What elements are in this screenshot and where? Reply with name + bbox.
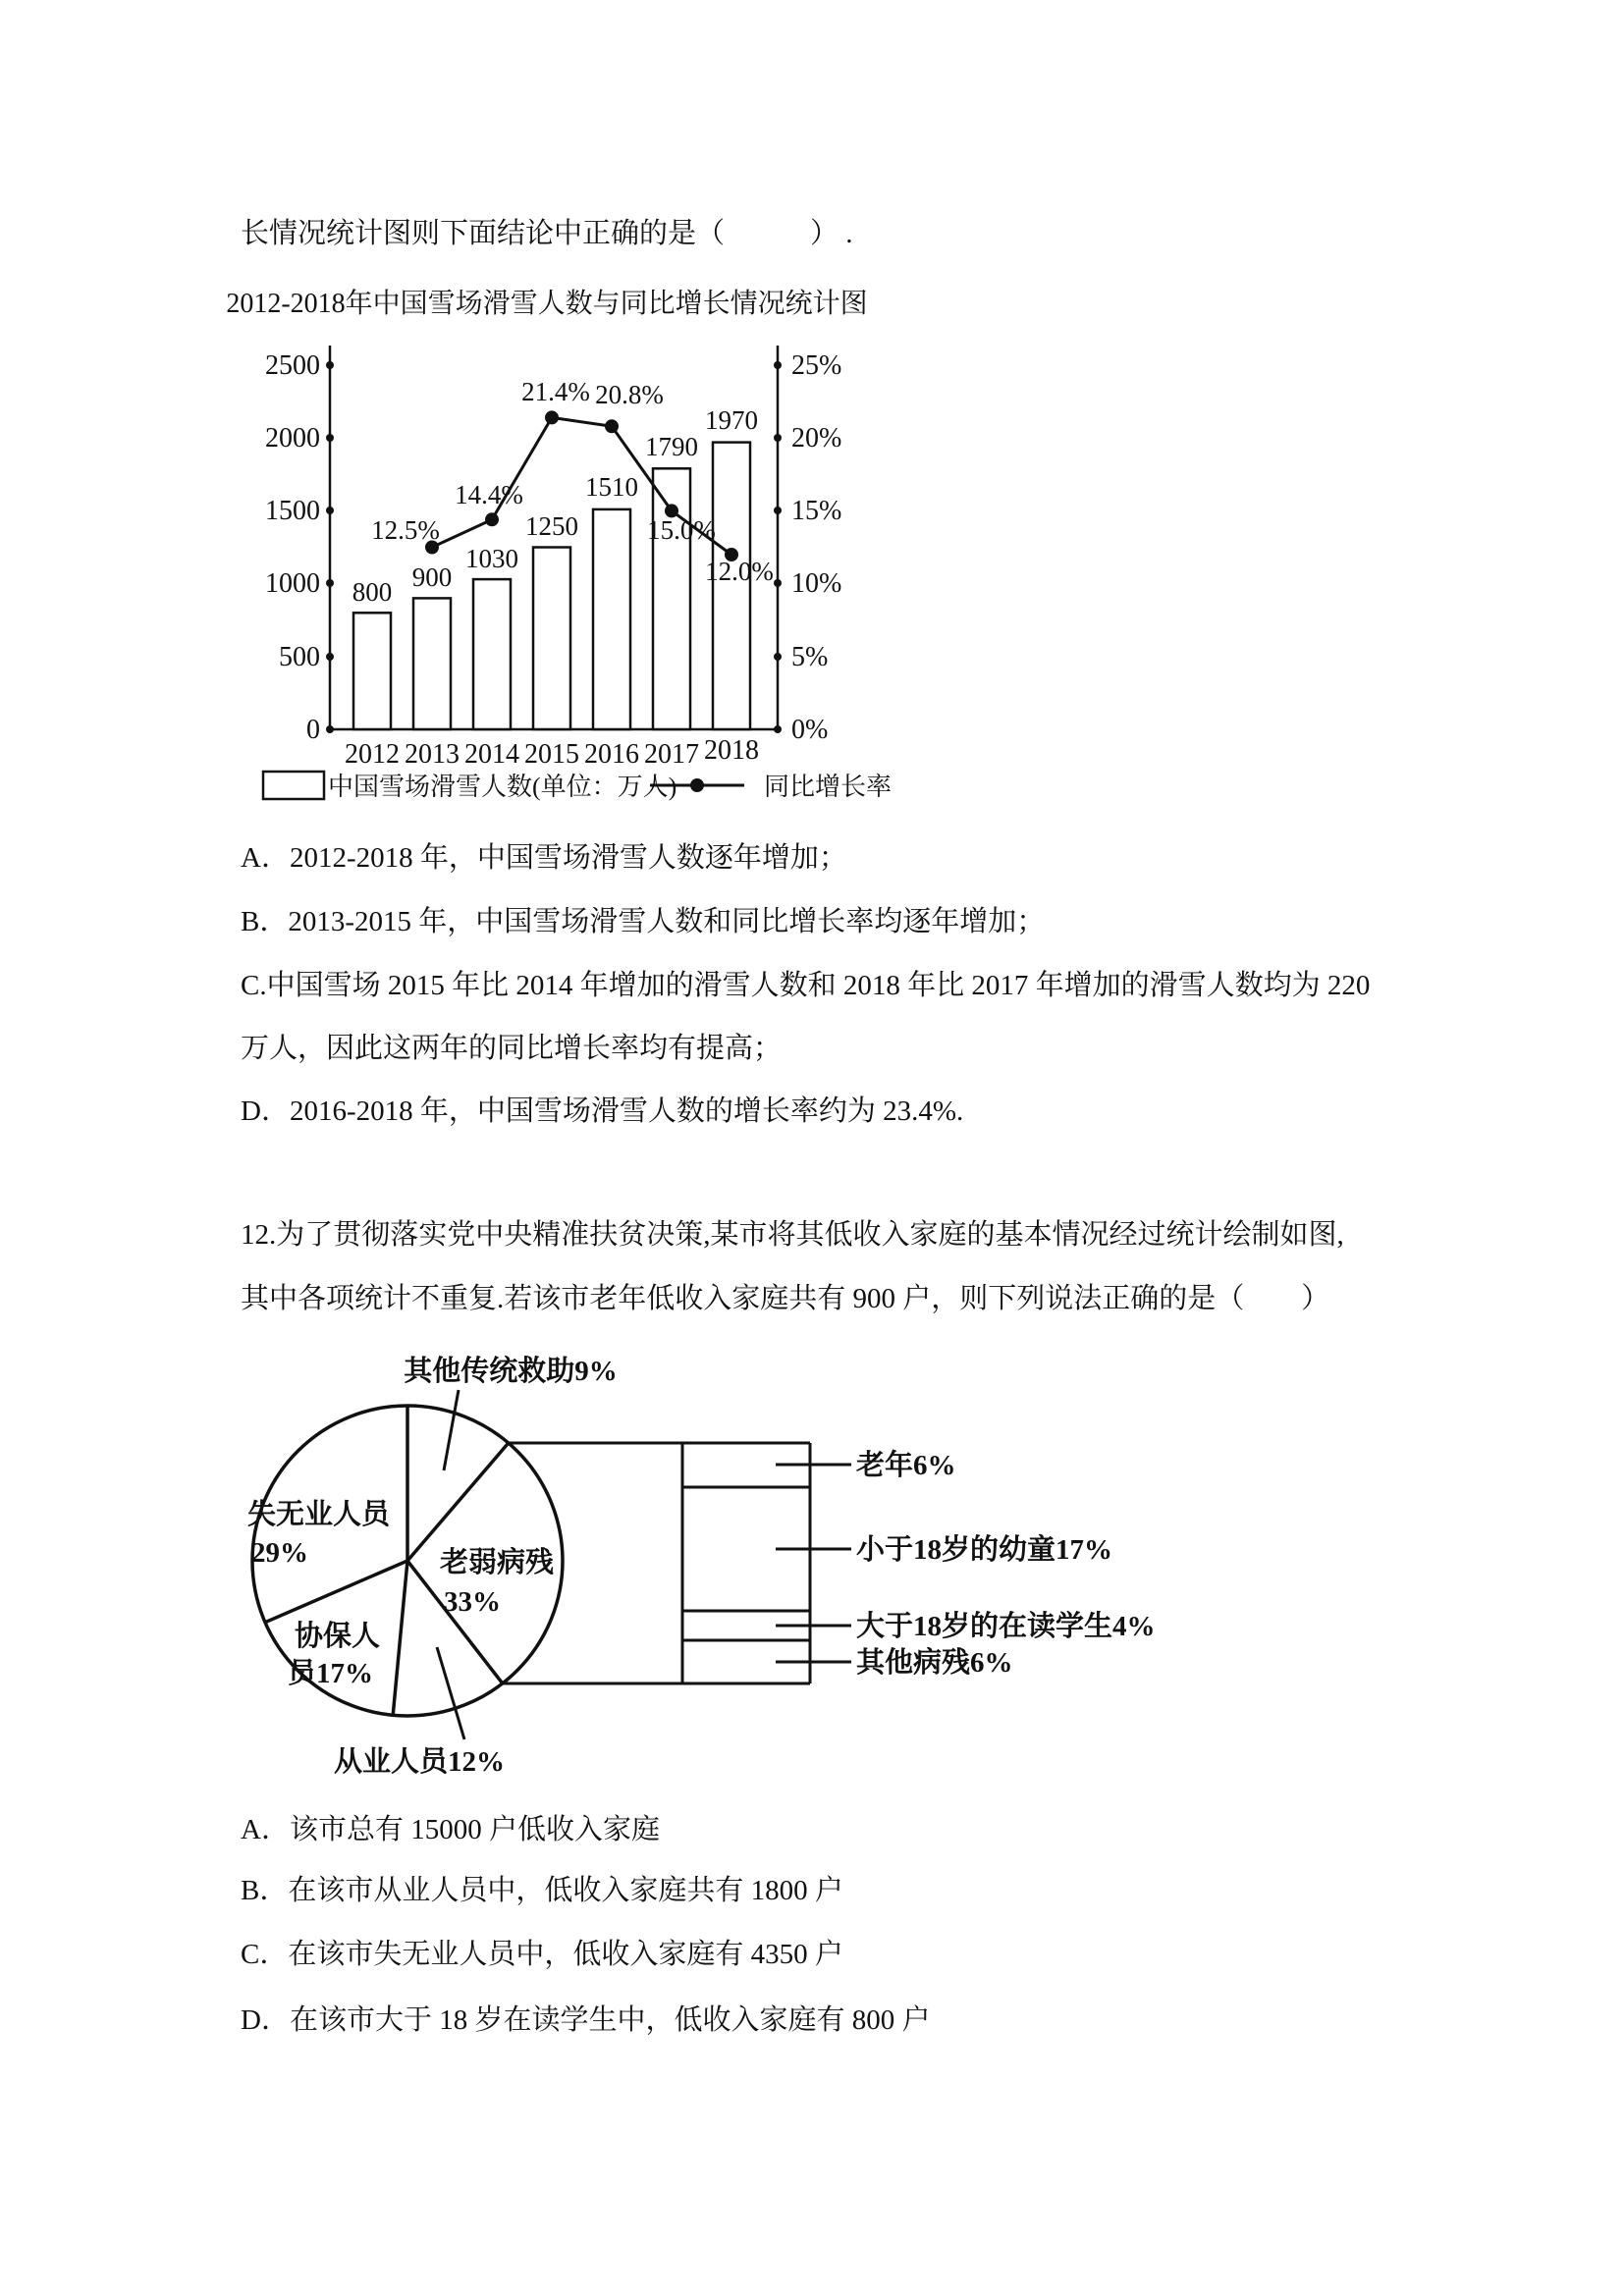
bar-2012 — [353, 613, 391, 729]
q11-intro-text: 长情况统计图则下面结论中正确的是（ ） . — [241, 218, 853, 249]
year-2014: 2014 — [464, 739, 519, 770]
year-2018: 2018 — [704, 735, 759, 766]
bar-label-2015: 1250 — [525, 511, 578, 541]
legend-line-dot-icon — [690, 778, 704, 792]
q11-option-a: A．2012-2018 年，中国雪场滑雪人数逐年增加； — [241, 842, 847, 874]
bar-2015 — [533, 548, 570, 730]
q11-option-d: D．2016-2018 年，中国雪场滑雪人数的增长率约为 23.4%. — [241, 1095, 964, 1127]
breakdown-label-other-disabled: 其他病残6% — [856, 1647, 1013, 1679]
left-tick-2500: 2500 — [265, 350, 320, 381]
pct-label-2015: 21.4% — [521, 377, 590, 406]
slice-label-unemployed-1: 失无业人员 — [247, 1499, 391, 1530]
breakdown-label-elderly: 老年6% — [856, 1450, 956, 1481]
pct-label-2013: 12.5% — [371, 515, 440, 545]
breakdown-label-students: 大于18岁的在读学生4% — [856, 1611, 1156, 1642]
chart-title: 2012-2018年中国雪场滑雪人数与同比增长情况统计图 — [226, 289, 868, 319]
pie-figure — [0, 1345, 1276, 1791]
year-2017: 2017 — [644, 739, 699, 770]
right-tick-10: 10% — [791, 568, 842, 599]
bar-2013 — [413, 598, 451, 729]
q12-stem-line2: 其中各项统计不重复.若该市老年低收入家庭共有 900 户，则下列说法正确的是（ ） — [241, 1283, 1330, 1314]
q11-option-c-line2: 万人，因此这两年的同比增长率均有提高； — [241, 1033, 783, 1064]
left-tick-2000: 2000 — [265, 423, 320, 454]
right-tick-0: 0% — [791, 715, 829, 745]
year-2015: 2015 — [524, 739, 579, 770]
year-2016: 2016 — [584, 739, 639, 770]
year-2012: 2012 — [345, 739, 400, 770]
right-tick-20: 20% — [791, 423, 842, 454]
left-tick-1000: 1000 — [265, 568, 320, 599]
q12-option-a: A．该市总有 15000 户低收入家庭 — [241, 1814, 660, 1845]
slice-label-xiebao-2: 员17% — [288, 1658, 374, 1689]
point-2014 — [485, 512, 499, 526]
q11-option-c-line1: C.中国雪场 2015 年比 2014 年增加的滑雪人数和 2018 年比 2017 年增加的滑雪人数均为 220 — [241, 970, 1371, 1001]
breakdown-label-children: 小于18岁的幼童17% — [856, 1534, 1113, 1566]
bar-2016 — [593, 509, 630, 729]
slice-label-weak-sick-1: 老弱病残 — [440, 1547, 555, 1578]
pct-label-2017: 15.0% — [647, 515, 716, 545]
bar-label-2016: 1510 — [585, 472, 638, 502]
right-tick-25: 25% — [791, 350, 842, 381]
q12-option-b: B．在该市从业人员中，低收入家庭共有 1800 户 — [241, 1875, 843, 1906]
q11-option-b: B．2013-2015 年，中国雪场滑雪人数和同比增长率均逐年增加； — [241, 906, 1046, 937]
legend-bar-swatch — [263, 772, 324, 799]
q12-stem-line1: 12.为了贯彻落实党中央精准扶贫决策,某市将其低收入家庭的基本情况经过统计绘制如图, — [241, 1219, 1344, 1251]
right-tick-5: 5% — [791, 642, 829, 672]
q12-option-c: C．在该市失无业人员中，低收入家庭有 4350 户 — [241, 1939, 843, 1970]
left-tick-500: 500 — [279, 642, 320, 672]
slice-label-weak-sick-2: 33% — [444, 1586, 501, 1618]
bar-label-2018: 1970 — [705, 405, 758, 435]
left-tick-1500: 1500 — [265, 496, 320, 526]
left-tick-0: 0 — [306, 715, 320, 745]
ski-chart-figure — [0, 265, 982, 829]
legend-line-label: 同比增长率 — [764, 773, 893, 801]
bar-label-2014: 1030 — [465, 544, 518, 573]
breakdown-leader-lines — [776, 1465, 851, 1662]
q12-option-d: D．在该市大于 18 岁在读学生中，低收入家庭有 800 户 — [241, 2004, 931, 2036]
point-2016 — [605, 419, 619, 433]
slice-label-xiebao-1: 协保人 — [295, 1621, 381, 1652]
bar-label-2012: 800 — [352, 577, 393, 607]
slice-label-other-aid: 其他传统救助9% — [404, 1356, 618, 1387]
pct-label-2018: 12.0% — [705, 557, 774, 586]
bar-label-2013: 900 — [411, 562, 453, 592]
bar-2014 — [473, 579, 511, 729]
right-tick-15: 15% — [791, 496, 842, 526]
legend-bar-label: 中国雪场滑雪人数(单位：万人) — [328, 773, 677, 801]
point-2015 — [545, 410, 559, 424]
bar-label-2017: 1790 — [645, 432, 698, 461]
pct-label-2014: 14.4% — [455, 480, 523, 509]
year-2013: 2013 — [405, 739, 460, 770]
pct-label-2016: 20.8% — [595, 380, 664, 409]
slice-label-unemployed-2: 29% — [251, 1537, 308, 1569]
slice-label-employed: 从业人员12% — [334, 1746, 506, 1778]
